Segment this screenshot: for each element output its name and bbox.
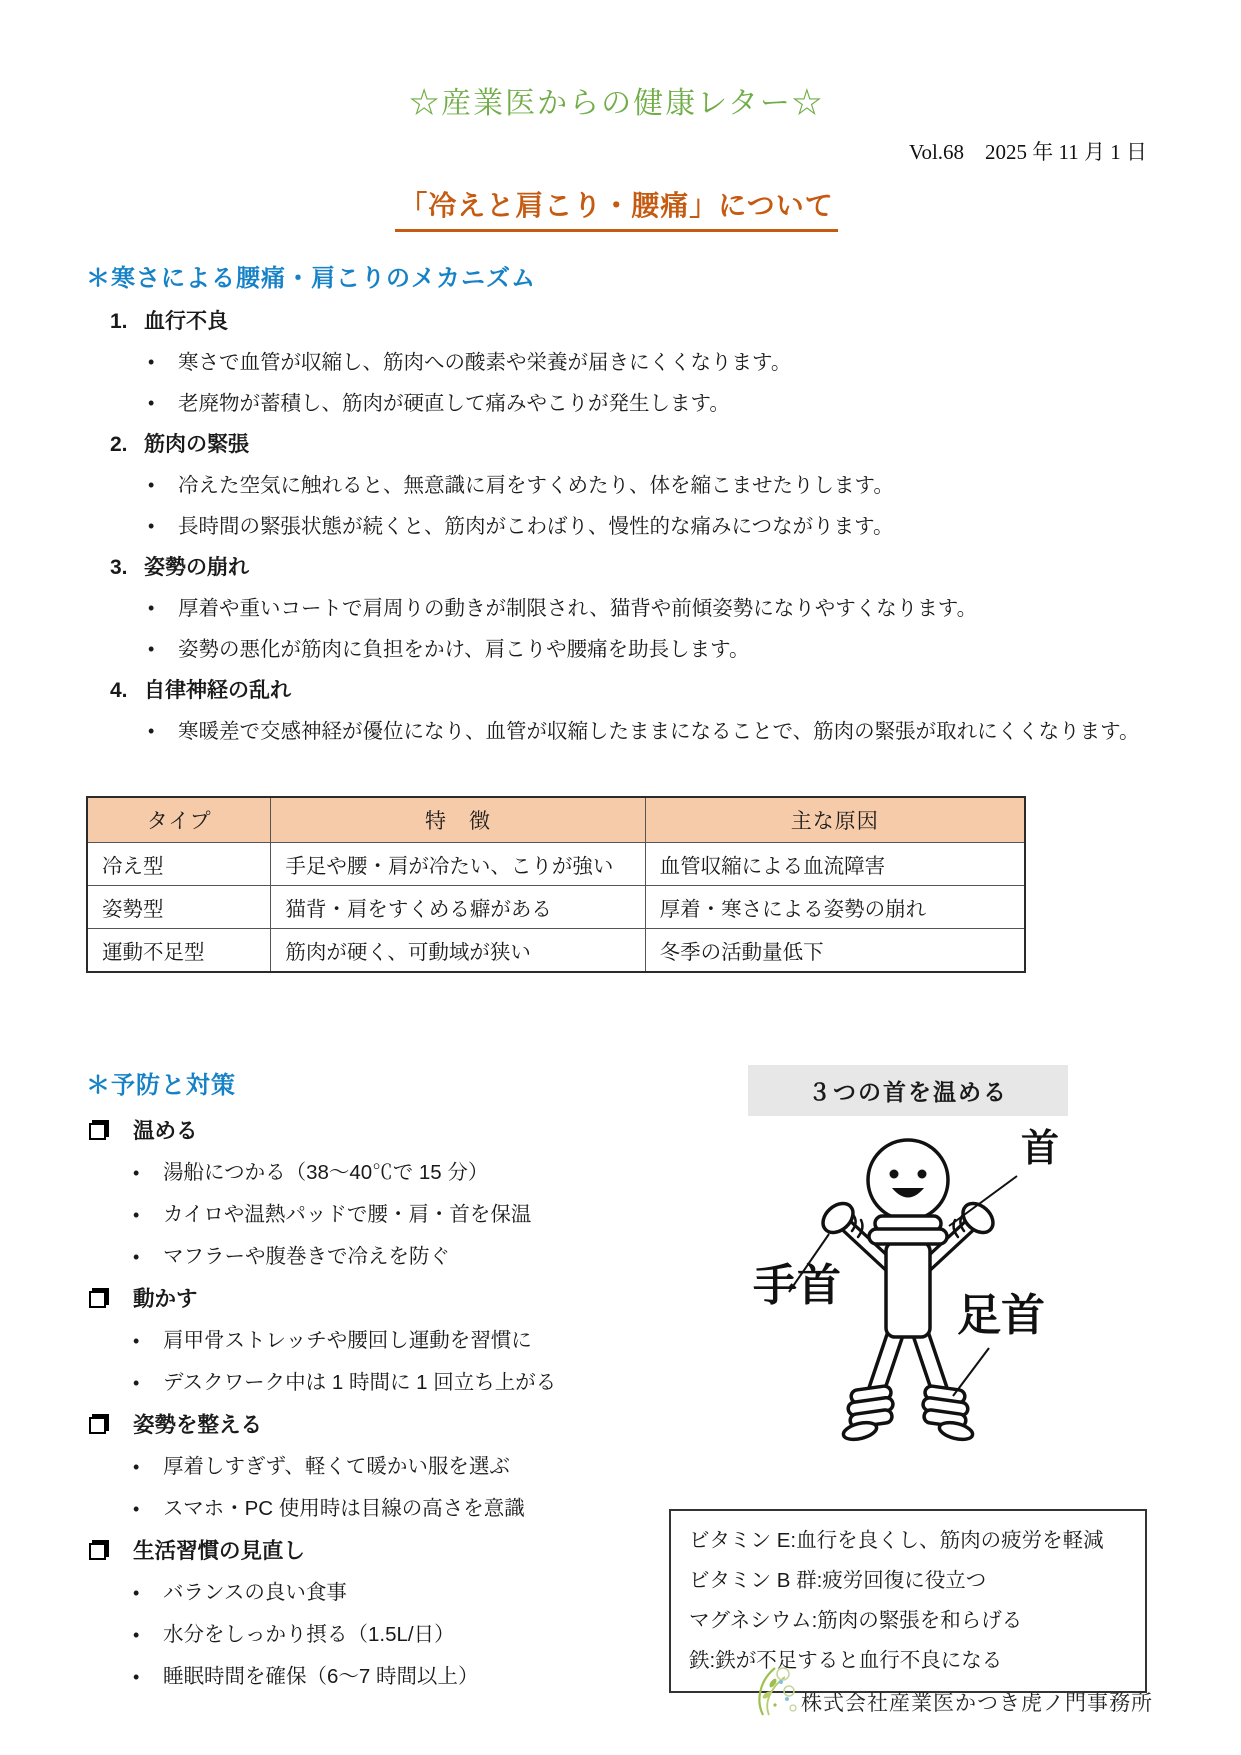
list-item-text: スマホ・PC 使用時は目線の高さを意識	[163, 1497, 525, 1520]
list-item-text: 厚着しすぎず、軽くて暖かい服を選ぶ	[163, 1455, 510, 1478]
mechanism-heading: ＊寒さによる腰痛・肩こりのメカニズム	[86, 265, 536, 292]
bullet-icon: •	[133, 1163, 140, 1183]
list-item	[86, 465, 1147, 506]
ankle-pointer-line	[953, 1348, 989, 1396]
list-item	[86, 1362, 651, 1404]
list-item-text: 冷えた空気に触れると、無意識に肩をすくめたり、体を縮こませたりします。	[178, 474, 894, 497]
table-cell: 姿勢型	[87, 886, 271, 929]
bullet-icon: •	[133, 1247, 140, 1267]
group-title-text: 姿勢を整える	[133, 1413, 263, 1437]
mechanism-list	[86, 301, 1147, 752]
list-item	[86, 1614, 651, 1656]
list-item-text: 老廃物が蓄積し、筋肉が硬直して痛みやこりが発生します。	[178, 392, 730, 415]
bullet-icon: •	[148, 721, 155, 741]
checkbox-icon	[89, 1123, 106, 1140]
bullet-icon: •	[148, 639, 155, 659]
bullet-icon: •	[148, 352, 155, 372]
bullet-icon: •	[133, 1331, 140, 1351]
bullet-icon: •	[148, 598, 155, 618]
list-item-text: 寒さで血管が収縮し、筋肉への酸素や栄養が届きにくくなります。	[178, 351, 792, 374]
checkbox-icon	[89, 1543, 106, 1560]
list-item	[86, 383, 1147, 424]
table-row	[87, 886, 1025, 929]
nutrient-line: ビタミン B 群:疲労回復に役立つ	[689, 1569, 987, 1592]
figure-title: ３つの首を温める	[748, 1065, 1068, 1116]
bullet-icon: •	[133, 1667, 140, 1687]
nutrient-line: マグネシウム:筋肉の緊張を和らげる	[689, 1609, 1023, 1632]
prevention-column	[86, 1065, 651, 1698]
group-title-text: 温める	[133, 1119, 198, 1143]
figure-column	[651, 1065, 1147, 1698]
group-title-text: 生活習慣の見直し	[133, 1539, 306, 1563]
prevention-heading: ＊予防と対策	[86, 1072, 236, 1099]
table-header-feature: 特 徴	[271, 797, 645, 843]
list-item	[86, 1194, 651, 1236]
table-cell: 猫背・肩をすくめる癖がある	[271, 886, 645, 929]
bullet-icon: •	[148, 516, 155, 536]
bullet-icon: •	[133, 1373, 140, 1393]
neck-label: 首	[1021, 1128, 1060, 1170]
bullet-icon: •	[133, 1499, 140, 1519]
list-item-text: マフラーや腹巻きで冷えを防ぐ	[163, 1245, 450, 1268]
table-cell: 冷え型	[87, 843, 271, 886]
group-title-text: 動かす	[133, 1287, 198, 1311]
table-header-cause: 主な原因	[645, 797, 1025, 843]
ankle-label: 足首	[957, 1291, 1045, 1340]
list-item-text: 寒暖差で交感神経が優位になり、血管が収縮したままになることで、筋肉の緊張が取れにくくなります。	[178, 720, 1140, 743]
item-title-text: 筋肉の緊張	[144, 433, 249, 456]
mechanism-item-title	[86, 547, 1147, 588]
company-logo-icon	[753, 1661, 799, 1717]
item-number: 4.	[110, 679, 128, 702]
company-name: 株式会社産業医かつき虎ノ門事務所	[801, 1691, 1153, 1715]
list-item	[86, 342, 1147, 383]
table-cell: 手足や腰・肩が冷たい、こりが強い	[271, 843, 645, 886]
list-item	[86, 1152, 651, 1194]
checklist-group-title	[86, 1404, 651, 1446]
list-item	[86, 1320, 651, 1362]
list-item-text: 睡眠時間を確保（6～7 時間以上）	[163, 1665, 479, 1688]
pain-type-table	[86, 796, 1026, 973]
item-number: 1.	[110, 310, 128, 333]
table-cell: 筋肉が硬く、可動域が狭い	[271, 929, 645, 973]
table-cell: 運動不足型	[87, 929, 271, 973]
warm-three-necks-figure	[669, 1122, 1147, 1467]
item-number: 2.	[110, 433, 128, 456]
mechanism-item-title	[86, 424, 1147, 465]
bullet-icon: •	[133, 1625, 140, 1645]
list-item-text: 水分をしっかり摂る（1.5L/日）	[163, 1623, 455, 1646]
list-item-text: カイロや温熱パッドで腰・肩・首を保温	[163, 1203, 532, 1226]
bullet-icon: •	[133, 1205, 140, 1225]
lower-section	[86, 1065, 1147, 1698]
table-header-row	[87, 797, 1025, 843]
list-item	[86, 1488, 651, 1530]
nutrient-line: ビタミン E:血行を良くし、筋肉の疲労を軽減	[689, 1529, 1104, 1552]
checklist-group-title	[86, 1530, 651, 1572]
footer	[753, 1661, 1153, 1717]
wrist-label: 手首	[753, 1261, 841, 1310]
list-item	[86, 629, 1147, 670]
checkbox-icon	[89, 1417, 106, 1434]
nutrient-line: 鉄:鉄が不足すると血行不良になる	[689, 1649, 1003, 1672]
table-row	[87, 929, 1025, 973]
page-subtitle: 「冷えと肩こり・腰痛」について	[395, 184, 837, 232]
list-item	[86, 1446, 651, 1488]
list-item-text: 姿勢の悪化が筋肉に負担をかけ、肩こりや腰痛を助長します。	[178, 638, 750, 661]
list-item-text: バランスの良い食事	[163, 1581, 347, 1604]
table-cell: 厚着・寒さによる姿勢の崩れ	[645, 886, 1025, 929]
subtitle-wrap	[86, 184, 1147, 232]
item-title-text: 自律神経の乱れ	[144, 679, 291, 702]
list-item	[86, 588, 1147, 629]
mechanism-item-title	[86, 301, 1147, 342]
list-item-text: 湯船につかる（38～40℃で 15 分）	[163, 1161, 489, 1184]
table-cell: 血管収縮による血流障害	[645, 843, 1025, 886]
table-row	[87, 843, 1025, 886]
table-cell: 冬季の活動量低下	[645, 929, 1025, 973]
list-item	[86, 1656, 651, 1698]
page-title: ☆産業医からの健康レター☆	[409, 87, 824, 120]
prevention-checklist	[86, 1110, 651, 1698]
list-item-text: デスクワーク中は 1 時間に 1 回立ち上がる	[163, 1371, 557, 1394]
list-item	[86, 1236, 651, 1278]
list-item-text: 厚着や重いコートで肩周りの動きが制限され、猫背や前傾姿勢になりやすくなります。	[178, 597, 978, 620]
list-item	[86, 506, 1147, 547]
list-item-text: 長時間の緊張状態が続くと、筋肉がこわばり、慢性的な痛みにつながります。	[178, 515, 894, 538]
item-number: 3.	[110, 556, 128, 579]
bullet-icon: •	[148, 475, 155, 495]
bullet-icon: •	[148, 393, 155, 413]
volume-date: Vol.68 2025 年 11 月 1 日	[908, 140, 1147, 164]
list-item	[86, 1572, 651, 1614]
checklist-group-title	[86, 1110, 651, 1152]
checklist-group-title	[86, 1278, 651, 1320]
mechanism-item-title	[86, 670, 1147, 711]
person-illustration	[669, 1122, 1147, 1467]
list-item	[86, 711, 1147, 752]
checkbox-icon	[89, 1291, 106, 1308]
list-item-text: 肩甲骨ストレッチや腰回し運動を習慣に	[163, 1329, 532, 1352]
item-title-text: 血行不良	[144, 310, 228, 333]
table-header-type: タイプ	[87, 797, 271, 843]
item-title-text: 姿勢の崩れ	[144, 556, 249, 579]
bullet-icon: •	[133, 1583, 140, 1603]
bullet-icon: •	[133, 1457, 140, 1477]
